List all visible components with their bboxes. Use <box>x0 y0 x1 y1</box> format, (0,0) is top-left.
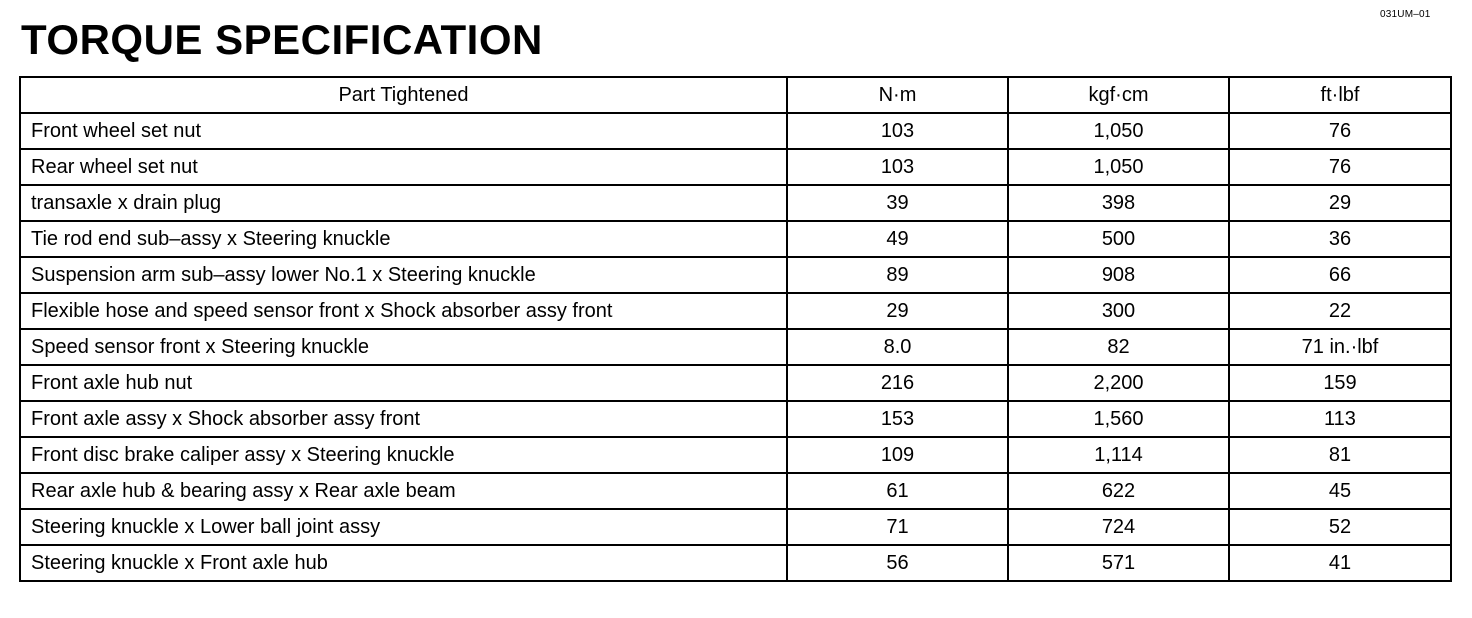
ftlbf-cell: 81 <box>1229 437 1451 473</box>
nm-cell: 8.0 <box>787 329 1008 365</box>
kgfcm-cell: 1,050 <box>1008 149 1229 185</box>
table-row <box>20 365 1451 401</box>
kgfcm-cell: 571 <box>1008 545 1229 581</box>
kgfcm-cell: 2,200 <box>1008 365 1229 401</box>
kgfcm-cell: 1,114 <box>1008 437 1229 473</box>
ftlbf-cell: 71 in.·lbf <box>1229 329 1451 365</box>
kgfcm-cell: 398 <box>1008 185 1229 221</box>
ftlbf-cell: 52 <box>1229 509 1451 545</box>
nm-cell: 29 <box>787 293 1008 329</box>
part-cell: Front wheel set nut <box>20 113 787 149</box>
part-cell: Steering knuckle x Front axle hub <box>20 545 787 581</box>
ftlbf-cell: 66 <box>1229 257 1451 293</box>
kgfcm-cell: 82 <box>1008 329 1229 365</box>
nm-cell: 103 <box>787 149 1008 185</box>
table-row <box>20 545 1451 581</box>
nm-cell: 71 <box>787 509 1008 545</box>
table-header <box>20 77 1451 113</box>
ftlbf-cell: 41 <box>1229 545 1451 581</box>
table-row <box>20 437 1451 473</box>
nm-cell: 103 <box>787 113 1008 149</box>
nm-cell: 49 <box>787 221 1008 257</box>
part-cell: Tie rod end sub–assy x Steering knuckle <box>20 221 787 257</box>
part-cell: Steering knuckle x Lower ball joint assy <box>20 509 787 545</box>
nm-cell: 89 <box>787 257 1008 293</box>
column-header-part: Part Tightened <box>20 77 787 113</box>
nm-cell: 39 <box>787 185 1008 221</box>
nm-cell: 153 <box>787 401 1008 437</box>
column-header-nm: N·m <box>787 77 1008 113</box>
kgfcm-cell: 1,560 <box>1008 401 1229 437</box>
torque-spec-table <box>19 76 1452 582</box>
nm-cell: 61 <box>787 473 1008 509</box>
table-row <box>20 329 1451 365</box>
column-header-kgfcm: kgf·cm <box>1008 77 1229 113</box>
ftlbf-cell: 29 <box>1229 185 1451 221</box>
kgfcm-cell: 908 <box>1008 257 1229 293</box>
table-row <box>20 509 1451 545</box>
ftlbf-cell: 76 <box>1229 149 1451 185</box>
part-cell: Front axle assy x Shock absorber assy front <box>20 401 787 437</box>
ftlbf-cell: 113 <box>1229 401 1451 437</box>
column-header-ftlbf: ft·lbf <box>1229 77 1451 113</box>
table-row <box>20 293 1451 329</box>
table-row <box>20 257 1451 293</box>
kgfcm-cell: 300 <box>1008 293 1229 329</box>
ftlbf-cell: 22 <box>1229 293 1451 329</box>
table-row <box>20 113 1451 149</box>
kgfcm-cell: 622 <box>1008 473 1229 509</box>
part-cell: Front disc brake caliper assy x Steering knuckle <box>20 437 787 473</box>
ftlbf-cell: 45 <box>1229 473 1451 509</box>
part-cell: Rear wheel set nut <box>20 149 787 185</box>
part-cell: Speed sensor front x Steering knuckle <box>20 329 787 365</box>
ftlbf-cell: 36 <box>1229 221 1451 257</box>
table-row <box>20 473 1451 509</box>
nm-cell: 109 <box>787 437 1008 473</box>
document-code: 031UM–01 <box>1380 9 1431 20</box>
table-row <box>20 221 1451 257</box>
part-cell: Flexible hose and speed sensor front x Shock absorber assy front <box>20 293 787 329</box>
kgfcm-cell: 500 <box>1008 221 1229 257</box>
part-cell: Front axle hub nut <box>20 365 787 401</box>
nm-cell: 56 <box>787 545 1008 581</box>
part-cell: transaxle x drain plug <box>20 185 787 221</box>
kgfcm-cell: 724 <box>1008 509 1229 545</box>
part-cell: Suspension arm sub–assy lower No.1 x Steering knuckle <box>20 257 787 293</box>
table-row <box>20 401 1451 437</box>
part-cell: Rear axle hub & bearing assy x Rear axle beam <box>20 473 787 509</box>
ftlbf-cell: 76 <box>1229 113 1451 149</box>
table-row <box>20 149 1451 185</box>
header-row <box>20 77 1451 113</box>
page-title: TORQUE SPECIFICATION <box>21 16 543 63</box>
kgfcm-cell: 1,050 <box>1008 113 1229 149</box>
table-row <box>20 185 1451 221</box>
ftlbf-cell: 159 <box>1229 365 1451 401</box>
nm-cell: 216 <box>787 365 1008 401</box>
table-body <box>20 113 1451 581</box>
